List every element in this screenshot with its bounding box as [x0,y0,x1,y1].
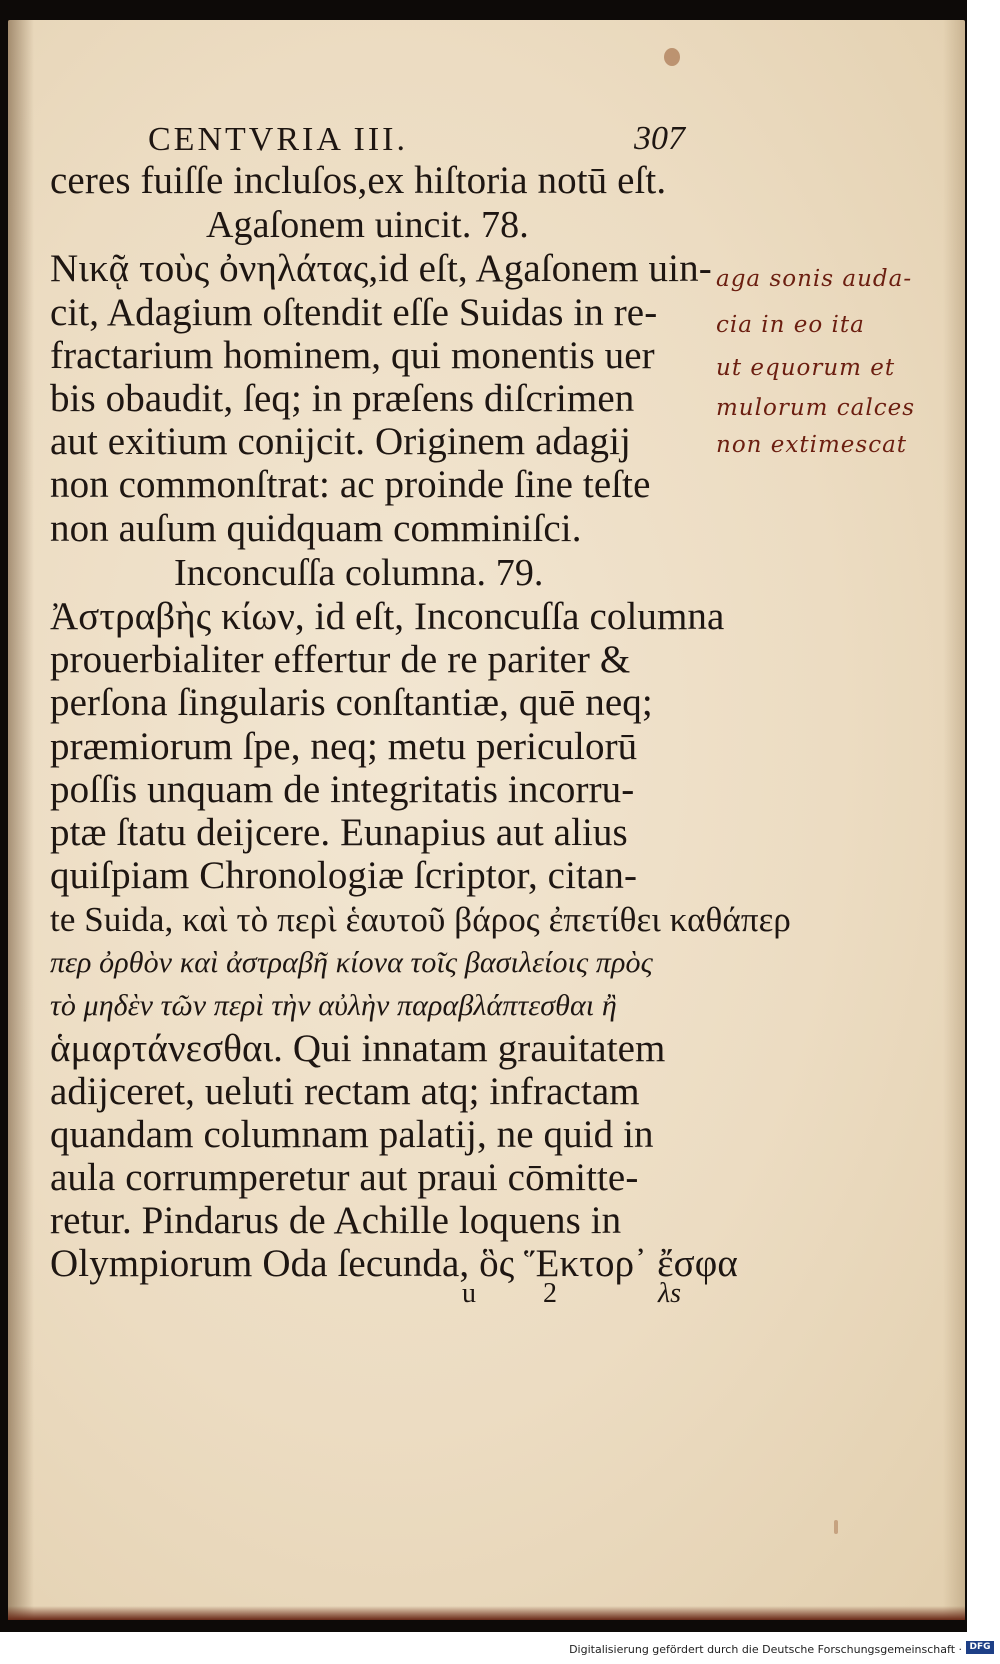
text-line: retur. Pindarus de Achille loquens in [50,1199,622,1242]
text-line: non auſum quidquam comminiſci. [50,507,582,550]
greek-line: περ ὀρθὸν καὶ ἀστραβῆ κίονα τοῖς βασιλείοις πρὸς [50,946,653,979]
text-line: non commonſtrat: ac proinde ſine teſte [50,463,651,506]
catchword: λs [658,1278,682,1309]
book-page [8,20,965,1620]
marginal-note: mulorum calces [716,395,915,421]
signature-mark: u 2 [462,1278,587,1309]
greek-line: τὸ μηδὲν τῶν περὶ τὴν αὐλὴν παραβλάπτεσθαι ἢ [50,989,617,1022]
text-line: poſſis unquam de integritatis incorru- [50,768,635,811]
section-heading: Inconcuſſa columna. 79. [174,552,544,594]
gutter-shadow [8,20,34,1620]
text-line: aut exitium conijcit. Originem adagij [50,420,631,463]
marginal-note: cia in eo ita [716,312,865,338]
ink-stain [834,1520,838,1534]
marginal-note: non extimescat [716,432,908,458]
text-line: aula corrumperetur aut praui cōmitte- [50,1156,639,1199]
page-number: 307 [634,120,685,157]
text-line: ptæ ſtatu deijcere. Eunapius aut alius [50,811,628,854]
page-edge-shade [943,20,965,1620]
text-line: præmiorum ſpe, neq; metu periculorū [50,725,638,768]
text-line: perſona ſingularis conſtantiæ, quē neq; [50,681,653,724]
dfg-logo-icon: DFG [966,1641,994,1654]
text-line: bis obaudit, ſeq; in præſens diſcrimen [50,377,635,420]
ink-stain [664,48,680,66]
text-line: fractarium hominem, qui monentis uer [50,334,655,377]
text-line: Νικᾷ τοὺς ὀνηλάτας,id eſt, Agaſonem uin- [50,247,712,290]
text-line: prouerbialiter effertur de re pariter & [50,638,631,681]
page-bottom-edge [8,1606,965,1620]
text-line: Olympiorum Oda ſecunda, ὃς Ἕκτορ᾽ ἔσφα [50,1242,738,1285]
text-line: ἁμαρτάνεσθαι. Qui innatam grauitatem [50,1027,666,1070]
funding-credit: Digitalisierung gefördert durch die Deutsche Forschungsgemeinschaft · [569,1643,962,1656]
text-line: adijceret, ueluti rectam atq; infractam [50,1070,640,1113]
text-line: cit, Adagium oſtendit eſſe Suidas in re- [50,291,658,334]
text-line: Ἀστραβὴς κίων, id eſt, Inconcuſſa columna [50,595,725,638]
running-head: CENTVRIA III. [148,121,408,158]
marginal-note: ut equorum et [716,355,896,381]
text-line: quiſpiam Chronologiæ ſcriptor, citan- [50,854,638,897]
footer-bar [0,1632,1000,1664]
marginal-note: aga sonis auda- [716,266,913,292]
section-heading: Agaſonem uincit. 78. [206,204,529,246]
text-line: te Suida, καὶ τὸ περὶ ἑαυτοῦ βάρος ἐπετίθει καθάπερ [50,900,791,939]
text-line: quandam columnam palatij, ne quid in [50,1113,654,1156]
text-line: ceres fuiſſe incluſos,ex hiſtoria notū eſt. [50,159,667,202]
